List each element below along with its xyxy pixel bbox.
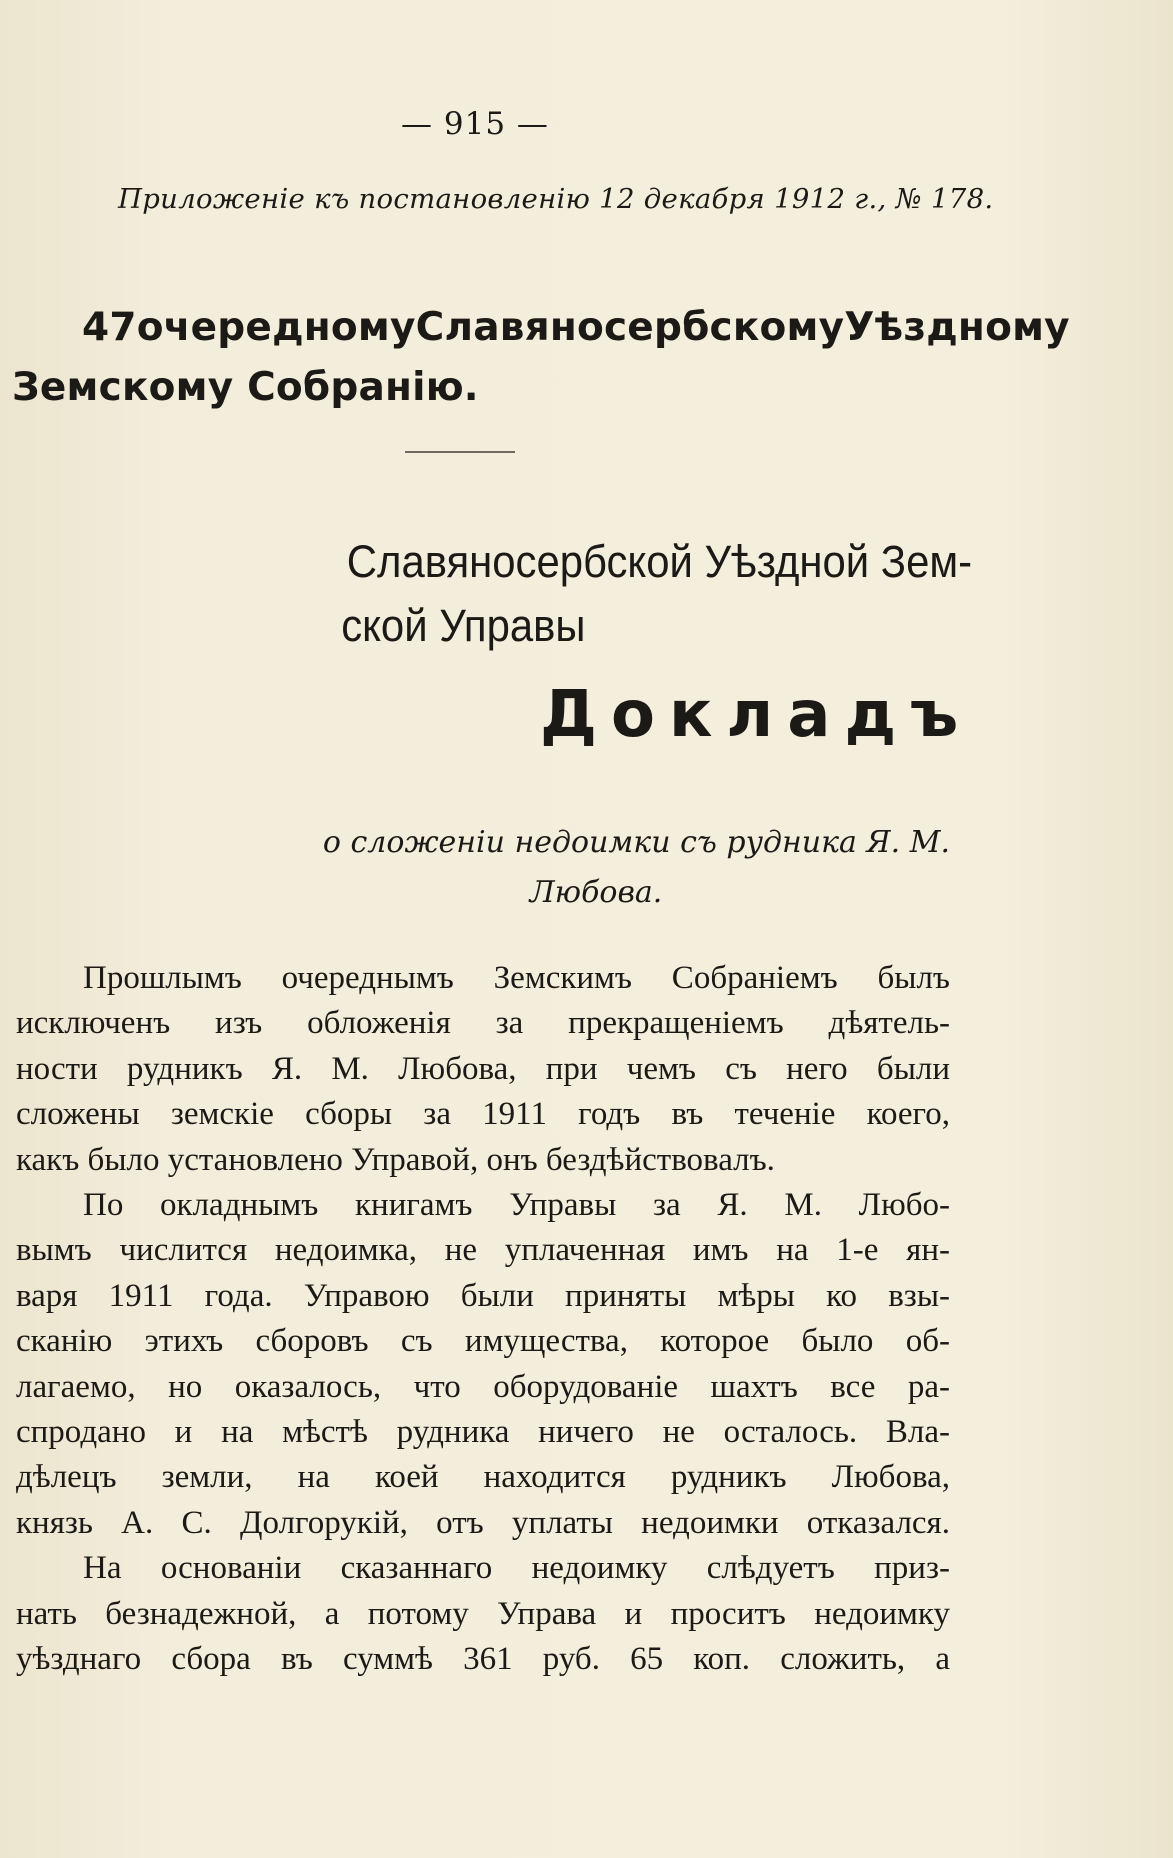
addressee-line-2: Земскому Собранію. bbox=[12, 365, 479, 410]
appendix-note: Приложеніе къ постановленію 12 декабря 1912 г., № 178. bbox=[118, 183, 994, 215]
addressee-word: очередному bbox=[136, 305, 416, 350]
addressee-heading bbox=[12, 298, 1070, 418]
body-line: По окладнымъ книгамъ Управы за Я. М. Любо- bbox=[83, 1187, 950, 1224]
body-line: дѣлецъ земли, на коей находится рудникъ Любова, bbox=[16, 1459, 950, 1496]
body-line: ности рудникъ Я. М. Любова, при чемъ съ него были bbox=[16, 1050, 950, 1087]
document-type-title: Докладъ bbox=[540, 678, 973, 752]
subject-line-2: Любова. bbox=[529, 875, 663, 910]
body-line: Прошлымъ очереднымъ Земскимъ Собраніемъ былъ bbox=[83, 960, 950, 996]
issuer-heading bbox=[12, 530, 973, 658]
page-number: — 915 — bbox=[401, 106, 549, 142]
subject-heading bbox=[12, 818, 950, 918]
body-line: сканію этихъ сборовъ съ имущества, которое было об- bbox=[16, 1323, 950, 1360]
addressee-word: 47 bbox=[82, 305, 137, 350]
issuer-line-1: Славяносербской Уѣздной Зем- bbox=[346, 536, 973, 587]
body-line: спродано и на мѣстѣ рудника ничего не осталось. Вла- bbox=[16, 1414, 950, 1451]
body-line: князь А. С. Долгорукій, отъ уплаты недоимки отказался. bbox=[16, 1504, 950, 1541]
body-line: варя 1911 года. Управою были приняты мѣры ко взы- bbox=[16, 1277, 950, 1314]
body-line: вымъ числится недоимка, не уплаченная имъ на 1-е ян- bbox=[16, 1232, 950, 1269]
addressee-line-1 bbox=[12, 298, 1070, 358]
separator-rule bbox=[405, 451, 515, 453]
body-line: уѣзднаго сбора въ суммѣ 361 руб. 65 коп. сложить, а bbox=[16, 1641, 950, 1678]
issuer-line-2: ской Управы bbox=[341, 600, 586, 651]
body-line: нать безнадежной, а потому Управа и проситъ недоимку bbox=[16, 1595, 950, 1632]
body-text bbox=[16, 956, 950, 1683]
body-line: какъ было установлено Управой, онъ бездѣйствовалъ. bbox=[16, 1141, 775, 1178]
body-line: сложены земскіе сборы за 1911 годъ въ теченіе коего, bbox=[16, 1096, 950, 1133]
subject-line-1: о сложеніи недоимки съ рудника Я. М. bbox=[322, 825, 950, 860]
body-line: На основаніи сказаннаго недоимку слѣдуетъ приз- bbox=[83, 1550, 950, 1587]
body-line: исключенъ изъ обложенія за прекращеніемъ дѣятель- bbox=[16, 1005, 950, 1042]
body-line: лагаемо, но оказалось, что оборудованіе шахтъ все ра- bbox=[16, 1368, 950, 1405]
addressee-word: Славяносербскому bbox=[415, 305, 845, 350]
addressee-word: Уѣздному bbox=[844, 305, 1070, 350]
